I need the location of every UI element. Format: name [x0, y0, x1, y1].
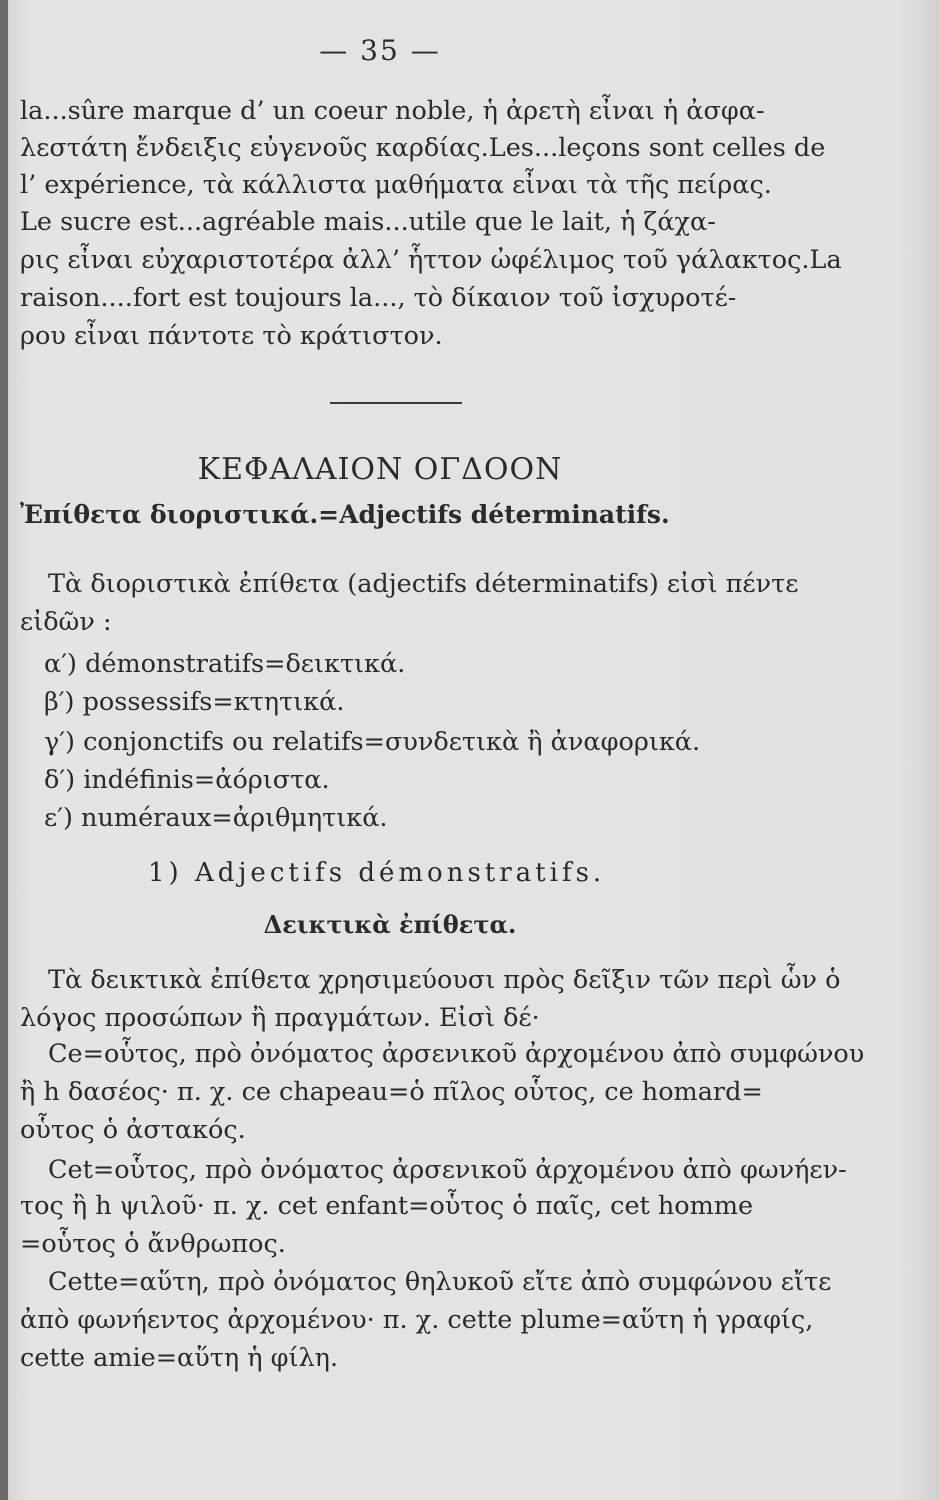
chapter-title: ΚΕΦΑΛΑΙΟΝ ΟΓΔΟΟΝ — [197, 452, 563, 487]
body-line: =οὗτος ὁ ἄνθρωπος. — [20, 1229, 286, 1259]
list-item: β′) possessifs=κτητικά. — [44, 687, 345, 717]
body-line: Cet=οὗτος, πρὸ ὀνόματος ἀρσενικοῦ ἀρχομένου ἀπὸ φωνήεν- — [48, 1155, 847, 1185]
page-gutter — [0, 0, 8, 1500]
paragraph-line: λεστάτη ἔνδειξις εὐγενοῦς καρδίας.Les...leçons sont celles de — [20, 133, 826, 163]
paragraph-line: l’ expérience, τὰ κάλλιστα μαθήματα εἶναι τὰ τῆς πείρας. — [20, 170, 772, 200]
paragraph-line: ρις εἶναι εὐχαριστοτέρα ἀλλ’ ἧττον ὠφέλιμος τοῦ γάλακτος.La — [20, 245, 842, 275]
list-item: γ′) conjonctifs ou relatifs=συνδετικὰ ἢ ἀναφορικά. — [44, 727, 701, 757]
body-line: οὗτος ὁ ἀστακός. — [20, 1115, 246, 1145]
body-line: cette amie=αὕτη ἡ φίλη. — [20, 1343, 339, 1373]
paragraph-line: la...sûre marque d’ un coeur noble, ἡ ἀρετὴ εἶναι ἡ ἀσφα- — [20, 96, 765, 126]
body-line: Τὰ δεικτικὰ ἐπίθετα χρησιμεύουσι πρὸς δεῖξιν τῶν περὶ ὧν ὁ — [48, 965, 841, 995]
body-line: τος ἢ h ψιλοῦ· π. χ. cet enfant=οὗτος ὁ παῖς, cet homme — [20, 1191, 754, 1221]
chapter-subheading: Ἐπίθετα διοριστικά.=Adjectifs déterminatifs. — [20, 500, 670, 529]
body-line: Ce=οὗτος, πρὸ ὀνόματος ἀρσενικοῦ ἀρχομένου ἀπὸ συμφώνου — [48, 1039, 865, 1069]
body-line: ἀπὸ φωνήεντος ἀρχομένου· π. χ. cette plume=αὕτη ἡ γραφίς, — [20, 1305, 814, 1335]
intro-line: εἰδῶν : — [20, 607, 112, 637]
paragraph-line: raison....fort est toujours la..., τὸ δίκαιον τοῦ ἰσχυροτέ- — [20, 283, 737, 313]
section-title: 1) Adjectifs démonstratifs. — [148, 858, 606, 888]
paragraph-line: Le sucre est...agréable mais...utile que le lait, ἡ ζάχα- — [20, 207, 716, 237]
paragraph-line: ρου εἶναι πάντοτε τὸ κράτιστον. — [20, 321, 443, 351]
intro-line: Τὰ διοριστικὰ ἐπίθετα (adjectifs déterminatifs) εἰσὶ πέντε — [48, 569, 799, 599]
list-item: α′) démonstratifs=δεικτικά. — [44, 649, 406, 679]
body-line: ἢ h δασέος· π. χ. ce chapeau=ὁ πῖλος οὗτος, ce homard= — [20, 1077, 763, 1107]
section-divider — [330, 402, 462, 404]
list-item: δ′) indéfinis=ἀόριστα. — [44, 765, 330, 795]
page-number: — 35 — — [319, 34, 441, 67]
body-line: Cette=αὕτη, πρὸ ὀνόματος θηλυκοῦ εἴτε ἀπὸ συμφώνου εἴτε — [48, 1267, 832, 1297]
section-subtitle: Δεικτικὰ ἐπίθετα. — [263, 910, 517, 939]
list-item: ε′) numéraux=ἀριθμητικά. — [44, 803, 388, 833]
body-line: λόγος προσώπων ἢ πραγμάτων. Εἰσὶ δέ· — [20, 1003, 540, 1033]
